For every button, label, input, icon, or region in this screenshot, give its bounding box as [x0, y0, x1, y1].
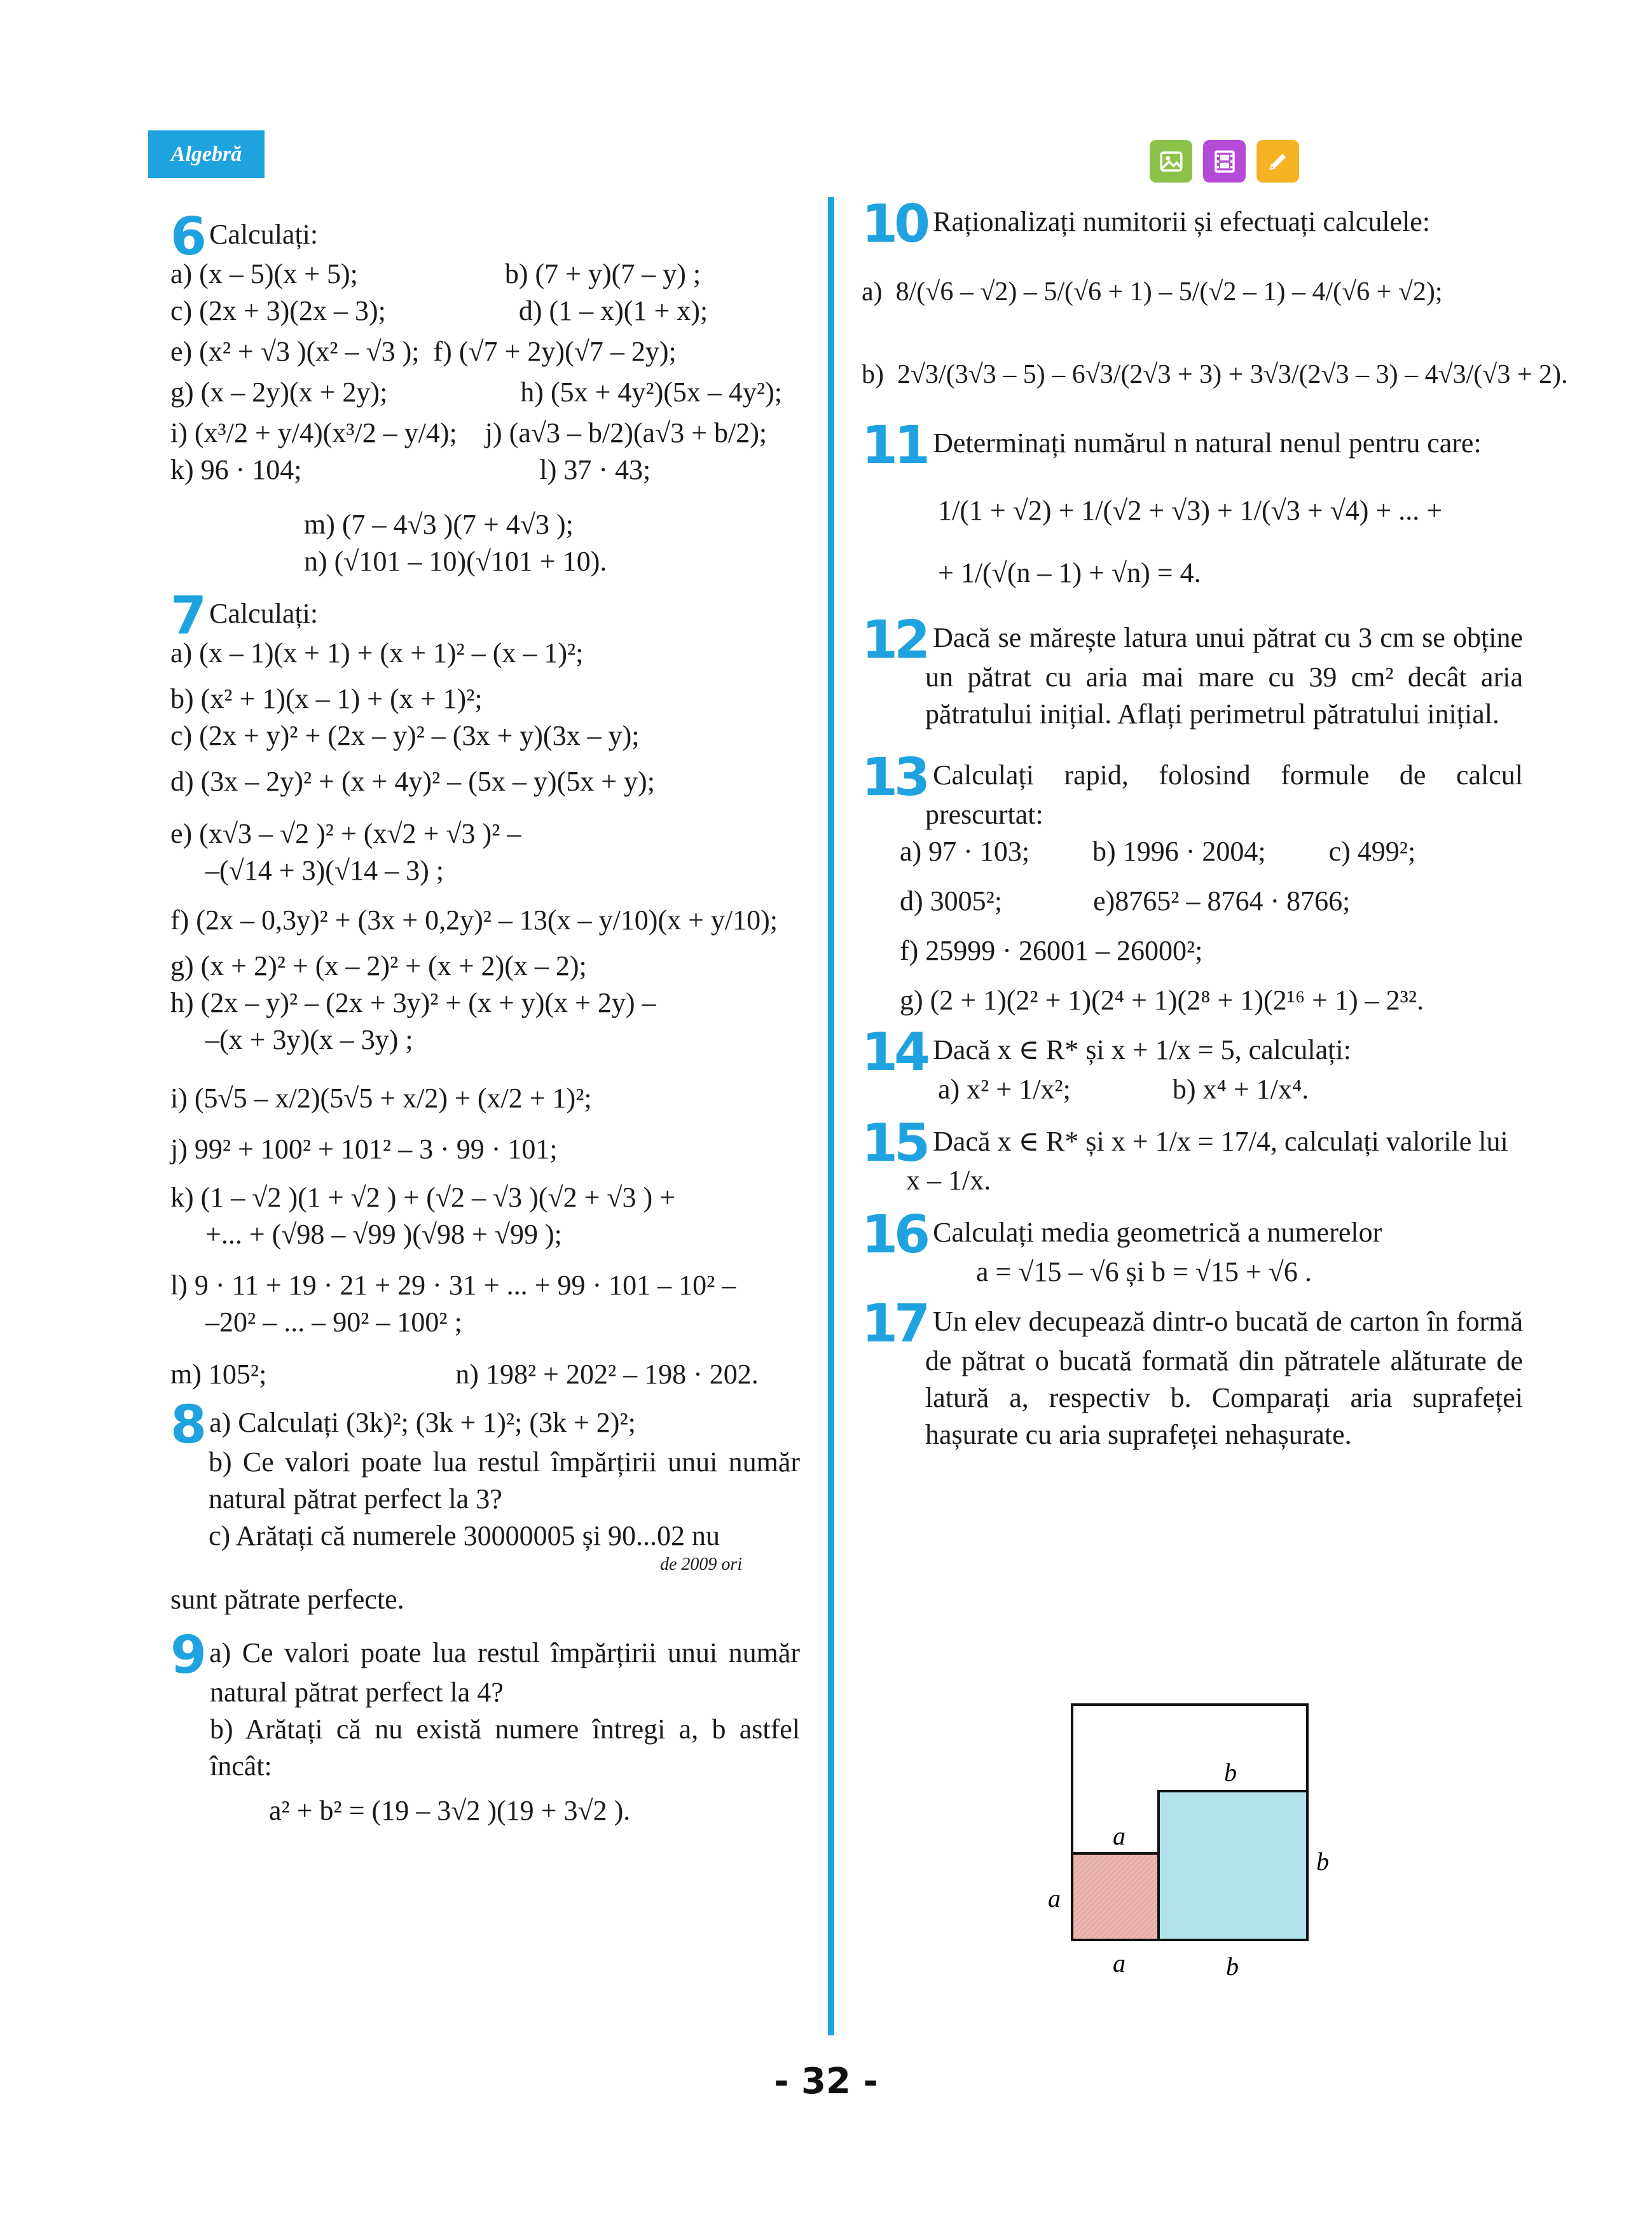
image-icon[interactable] [1150, 140, 1192, 183]
problem-number: 11 [862, 415, 927, 476]
section-tag: Algebră [148, 130, 265, 178]
p8-part-b: b) Ce valori poate lua restul împărțirii unui număr natural pătrat perfect la 3? [209, 1446, 800, 1514]
left-column [170, 206, 800, 1829]
p8-part-c-end: sunt pătrate perfecte. [170, 1583, 404, 1615]
problem-10-heading [862, 193, 1523, 254]
p7-row: d) (3x – 2y)² + (x + 4y)² – (5x – y)(5x + y); [170, 765, 655, 797]
p7-row: –(x + 3y)(x – 3y) ; [170, 1023, 413, 1055]
p10-part-a: a) 8/(√6 – √2) – 5/(√6 + 1) – 5/(√2 – 1) – 4/(√6 + √2); [862, 277, 1443, 307]
p7-row: j) 99² + 100² + 101² – 3 · 99 · 101; [170, 1133, 558, 1165]
p6-row: a) (x – 5)(x + 5); b) (7 + y)(7 – y) ; [170, 258, 701, 289]
label-a-bottom: a [1113, 1949, 1125, 1977]
label-b-bottom: b [1226, 1952, 1239, 1981]
problem-title: Calculați media geometrică a numerelor [933, 1217, 1382, 1249]
problem-15: 15 Dacă x ∈ R* și x + 1/x = 17/4, calculați valorile lui [862, 1113, 1508, 1174]
p11-equation-line-2: + 1/(√(n – 1) + √n) = 4. [938, 557, 1201, 588]
p6-row: e) (x² + √3 )(x² – √3 ); f) (√7 + 2y)(√7 – 2y); [170, 335, 677, 367]
problem-number: 6 [170, 206, 203, 267]
problem-number: 12 [862, 609, 927, 670]
pencil-icon[interactable] [1256, 140, 1299, 183]
problem-number: 15 [862, 1113, 927, 1174]
p7-row: i) (5√5 – x/2)(5√5 + x/2) + (x/2 + 1)²; [170, 1082, 592, 1114]
problem-11-heading [862, 415, 1523, 476]
p6-row: n) (√101 – 10)(√101 + 10). [304, 545, 607, 577]
p8-part-a: a) Calculați (3k)²; (3k + 1)²; (3k + 2)²; [209, 1406, 636, 1438]
p6-row: c) (2x + 3)(2x – 3); d) (1 – x)(1 + x); [170, 294, 708, 326]
problem-9-part-a: 9 a) Ce valori poate lua restul împărțirii unui număr natural pătrat perfect la 4? [170, 1624, 800, 1708]
p7-row: –(√14 + 3)(√14 – 3) ; [170, 854, 444, 886]
label-b-right: b [1316, 1847, 1329, 1876]
p7-row: e) (x√3 – √2 )² + (x√2 + √3 )² – [170, 817, 521, 849]
problem-number: 16 [862, 1205, 927, 1266]
p6-row: k) 96 · 104; l) 37 · 43; [170, 454, 651, 485]
problem-number: 13 [862, 747, 927, 808]
problem-17: 17 Un elev decupează dintr-o bucată de carton în formă de pătrat o bucată formată din pătratele alăturate de latură a, respectiv b. Comparați aria suprafeței hașurate cu aria suprafeței nehașurate. [862, 1294, 1523, 1451]
film-icon[interactable] [1203, 140, 1246, 183]
p7-row: –20² – ... – 90² – 100² ; [170, 1306, 462, 1338]
problem-number: 7 [170, 585, 203, 646]
p16-equation: a = √15 – √6 și b = √15 + √6 . [976, 1256, 1312, 1288]
page-number: - 32 - [774, 2061, 878, 2102]
media-icons [1150, 140, 1299, 183]
p14-part-b: b) x⁴ + 1/x⁴. [1172, 1073, 1309, 1105]
p7-row: a) (x – 1)(x + 1) + (x + 1)² – (x – 1)²; [170, 637, 584, 668]
problem-number: 17 [862, 1294, 927, 1355]
p7-row: b) (x² + 1)(x – 1) + (x + 1)²; [170, 682, 483, 714]
column-divider [828, 197, 834, 2035]
problem-number: 8 [170, 1394, 203, 1455]
problem-number: 14 [862, 1021, 927, 1083]
p15-end: x – 1/x. [906, 1165, 991, 1196]
p7-row: h) (2x – y)² – (2x + 3y)² + (x + y)(x + 2y) – [170, 987, 656, 1018]
p7-row: l) 9 · 11 + 19 · 21 + 29 · 31 + ... + 99 · 101 – 10² – [170, 1269, 736, 1301]
p14-parts [938, 1071, 1523, 1108]
hatched-square-a [1072, 1853, 1159, 1940]
p6-row: m) (7 – 4√3 )(7 + 4√3 ); [304, 508, 574, 540]
problem-number: 10 [862, 193, 927, 254]
p7-row: g) (x + 2)² + (x – 2)² + (x + 2)(x – 2); [170, 950, 587, 981]
p10-part-b: b) 2√3/(3√3 – 5) – 6√3/(2√3 + 3) + 3√3/(2√3 – 3) – 4√3/(√3 + 2). [862, 359, 1568, 389]
p13-row: a) 97 · 103; b) 1996 · 2004; c) 499²; [900, 835, 1416, 867]
p8-brace-note: de 2009 ori [660, 1554, 743, 1574]
p11-equation-line-1: 1/(1 + √2) + 1/(√2 + √3) + 1/(√3 + √4) + ... + [938, 494, 1443, 526]
p9-equation: a² + b² = (19 – 3√2 )(19 + 3√2 ). [269, 1794, 631, 1826]
problem-6-heading [170, 206, 800, 267]
p7-row: c) (2x + y)² + (2x – y)² – (3x + y)(3x – y); [170, 719, 640, 751]
p8-part-c: c) Arătați că numerele 30000005 și 90...02 nu [209, 1520, 720, 1551]
problem-title: Calculați: [209, 597, 319, 629]
p14-part-a: a) x² + 1/x²; [938, 1073, 1071, 1105]
p13-row: g) (2 + 1)(2² + 1)(2⁴ + 1)(2⁸ + 1)(2¹⁶ + 1) – 2³². [900, 984, 1424, 1016]
problem-12: 12 Dacă se mărește latura unui pătrat cu 3 cm se obține un pătrat cu aria mai mare cu 39 cm² decât aria pătratului inițial. Aflați perimetrul pătratului inițial. [862, 609, 1523, 730]
problem-title: Raționalizați numitorii și efectuați calculele: [933, 206, 1431, 237]
problem-title: Dacă x ∈ R* și x + 1/x = 5, calculați: [933, 1034, 1351, 1065]
squares-figure [1024, 1692, 1354, 1991]
p9-part-b: b) Arătați că nu există numere întregi a, b astfel încât: [210, 1713, 800, 1782]
p13-row: d) 3005²; e)8765² – 8764 · 8766; [900, 885, 1351, 917]
p6-row: i) (x³/2 + y/4)(x³/2 – y/4); j) (a√3 – b/2)(a√3 + b/2); [170, 417, 767, 448]
problem-title: Determinați numărul n natural nenul pentru care: [933, 427, 1482, 459]
problem-8-heading [170, 1394, 800, 1455]
problem-16-heading [862, 1205, 1523, 1266]
problem-title: Calculați: [209, 219, 319, 250]
p6-row: g) (x – 2y)(x + 2y); h) (5x + 4y²)(5x – 4y²); [170, 376, 782, 408]
label-b-top: b [1224, 1758, 1237, 1787]
problem-7-heading [170, 585, 800, 646]
p7-row: m) 105²; n) 198² + 202² – 198 · 202. [170, 1358, 759, 1390]
right-column [862, 193, 1568, 1453]
problem-number: 9 [170, 1624, 203, 1686]
p7-row: k) (1 – √2 )(1 + √2 ) + (√2 – √3 )(√2 + √3 ) + [170, 1181, 676, 1213]
p7-row: f) (2x – 0,3y)² + (3x + 0,2y)² – 13(x – y/10)(x + y/10); [170, 904, 778, 936]
label-a-top: a [1113, 1822, 1125, 1850]
p13-row: f) 25999 · 26001 – 26000²; [900, 934, 1203, 966]
problem-13-heading: 13 Calculați rapid, folosind formule de calcul prescurtat: [862, 747, 1523, 830]
p7-row: +... + (√98 – √99 )(√98 + √99 ); [170, 1218, 562, 1250]
label-a-left: a [1048, 1884, 1061, 1913]
square-b [1159, 1791, 1307, 1940]
problem-14-heading [862, 1021, 1523, 1083]
